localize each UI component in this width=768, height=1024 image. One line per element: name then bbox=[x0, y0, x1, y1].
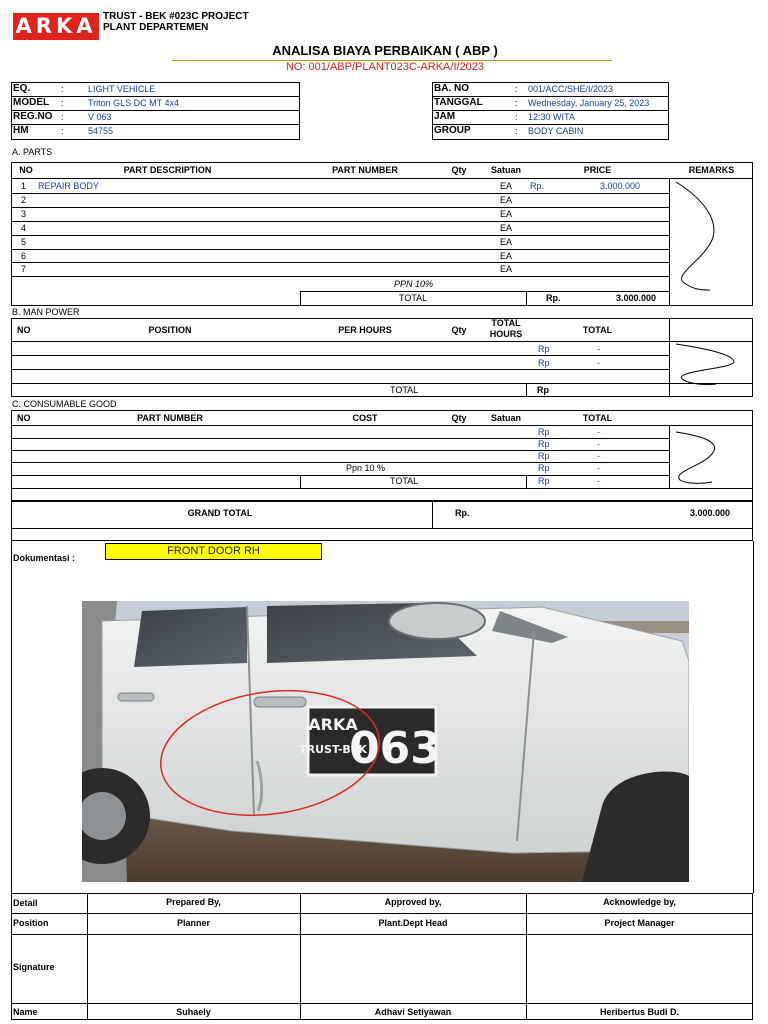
remarks-scribble-manpower bbox=[672, 342, 752, 388]
manpower-header-total: TOTAL bbox=[582, 325, 613, 335]
page-title: ANALISA BIAYA PERBAIKAN ( ABP ) bbox=[272, 43, 498, 58]
damage-photo bbox=[82, 601, 689, 882]
consumable-header-cost: COST bbox=[352, 413, 378, 423]
name-label: Name bbox=[13, 1007, 38, 1017]
prepared-by-name: Suhaely bbox=[176, 1007, 211, 1017]
approved-by-position: Plant.Dept Head bbox=[378, 918, 448, 928]
regno-value: V 063 bbox=[88, 112, 112, 122]
position-label: Position bbox=[13, 918, 49, 928]
consumable-section-title: C. CONSUMABLE GOOD bbox=[12, 399, 117, 409]
photo-caption: FRONT DOOR RH bbox=[105, 543, 322, 560]
hm-label: HM bbox=[13, 125, 29, 136]
part-description: REPAIR BODY bbox=[38, 181, 99, 191]
acknowledge-by-role: Acknowledge by, bbox=[603, 897, 676, 907]
detail-label: Detail bbox=[13, 898, 38, 908]
eq-label: EQ. bbox=[13, 83, 31, 94]
remarks-scribble-parts bbox=[672, 180, 752, 292]
approved-by-name: Adhavi Setiyawan bbox=[374, 1007, 452, 1017]
part-price: 3.000.000 bbox=[599, 181, 640, 191]
jam-value: 12:30 WITA bbox=[528, 112, 575, 122]
manpower-header-position: POSITION bbox=[148, 325, 192, 335]
consumable-total-label: TOTAL bbox=[390, 476, 419, 486]
consumable-header-qty: Qty bbox=[451, 413, 467, 423]
model-value: Triton GLS DC MT 4x4 bbox=[88, 98, 180, 108]
manpower-total-label: TOTAL bbox=[390, 385, 419, 395]
prepared-by-position: Planner bbox=[176, 918, 210, 928]
manpower-header-no: NO bbox=[17, 325, 31, 335]
parts-header-desc: PART DESCRIPTION bbox=[123, 165, 212, 175]
grand-total-value: 3.000.000 bbox=[689, 508, 730, 518]
consumable-total-currency: Rp bbox=[538, 476, 550, 486]
parts-total-value: 3.000.000 bbox=[615, 293, 656, 303]
hm-value: 54755 bbox=[88, 126, 114, 136]
parts-header-price: PRICE bbox=[583, 165, 612, 175]
documentation-label: Dokumentasi : bbox=[13, 553, 76, 563]
arka-logo: ARKA bbox=[13, 13, 99, 40]
consumable-header-part-number: PART NUMBER bbox=[137, 413, 203, 423]
manpower-section-title: B. MAN POWER bbox=[12, 307, 80, 317]
svg-text:TRUST-BEK: TRUST-BEK bbox=[299, 743, 367, 756]
department-name: PLANT DEPARTEMEN bbox=[103, 22, 209, 33]
svg-text:ARKA: ARKA bbox=[308, 715, 358, 734]
grand-total-currency: Rp. bbox=[455, 508, 470, 518]
consumable-total-value: - bbox=[597, 476, 600, 486]
parts-header-remarks: REMARKS bbox=[688, 165, 735, 175]
jam-label: JAM bbox=[434, 111, 456, 122]
tanggal-value: Wednesday, January 25, 2023 bbox=[528, 98, 650, 108]
parts-total-currency: Rp. bbox=[546, 293, 561, 303]
acknowledge-by-position: Project Manager bbox=[604, 918, 675, 928]
parts-total-label: TOTAL bbox=[399, 293, 428, 303]
ba-no-label: BA. NO bbox=[434, 83, 469, 94]
parts-header-unit: Satuan bbox=[490, 165, 521, 175]
consumable-header-no: NO bbox=[17, 413, 31, 423]
manpower-header-qty: Qty bbox=[451, 325, 467, 335]
prepared-by-role: Prepared By, bbox=[166, 897, 221, 907]
manpower-header-total-hours: TOTAL bbox=[491, 318, 521, 328]
parts-table bbox=[11, 162, 753, 306]
remarks-scribble-consumable bbox=[672, 428, 752, 486]
consumable-header-unit: Satuan bbox=[490, 413, 521, 423]
parts-header-no: NO bbox=[19, 165, 33, 175]
parts-header-part-number: PART NUMBER bbox=[332, 165, 398, 175]
grand-total-label: GRAND TOTAL bbox=[187, 508, 253, 518]
parts-ppn-label: PPN 10% bbox=[394, 279, 434, 289]
manpower-header-per-hours: PER HOURS bbox=[338, 325, 392, 335]
consumable-ppn-label: Ppn 10 % bbox=[346, 463, 386, 473]
approved-by-role: Approved by, bbox=[384, 897, 442, 907]
parts-section-title: A. PARTS bbox=[12, 147, 53, 157]
manpower-total-currency: Rp bbox=[537, 385, 549, 395]
info-left-box bbox=[11, 82, 300, 140]
group-value: BODY CABIN bbox=[528, 126, 584, 136]
consumable-header-total: TOTAL bbox=[582, 413, 613, 423]
regno-label: REG.NO bbox=[13, 111, 53, 122]
vehicle-number-sticker bbox=[299, 707, 441, 775]
eq-value: LIGHT VEHICLE bbox=[88, 84, 156, 94]
parts-header-qty: Qty bbox=[451, 165, 467, 175]
model-label: MODEL bbox=[13, 97, 50, 108]
group-label: GROUP bbox=[434, 125, 471, 136]
project-name: TRUST - BEK #023C PROJECT bbox=[103, 11, 249, 22]
tanggal-label: TANGGAL bbox=[434, 97, 483, 108]
acknowledge-by-name: Heribertus Budi D. bbox=[599, 1007, 679, 1017]
ba-no-value: 001/ACC/SHE/I/2023 bbox=[528, 84, 614, 94]
signature-label: Signature bbox=[13, 962, 55, 972]
grand-total-row bbox=[11, 501, 753, 529]
svg-text:063: 063 bbox=[349, 723, 441, 774]
document-number: NO: 001/ABP/PLANT023C-ARKA/I/2023 bbox=[285, 61, 485, 73]
